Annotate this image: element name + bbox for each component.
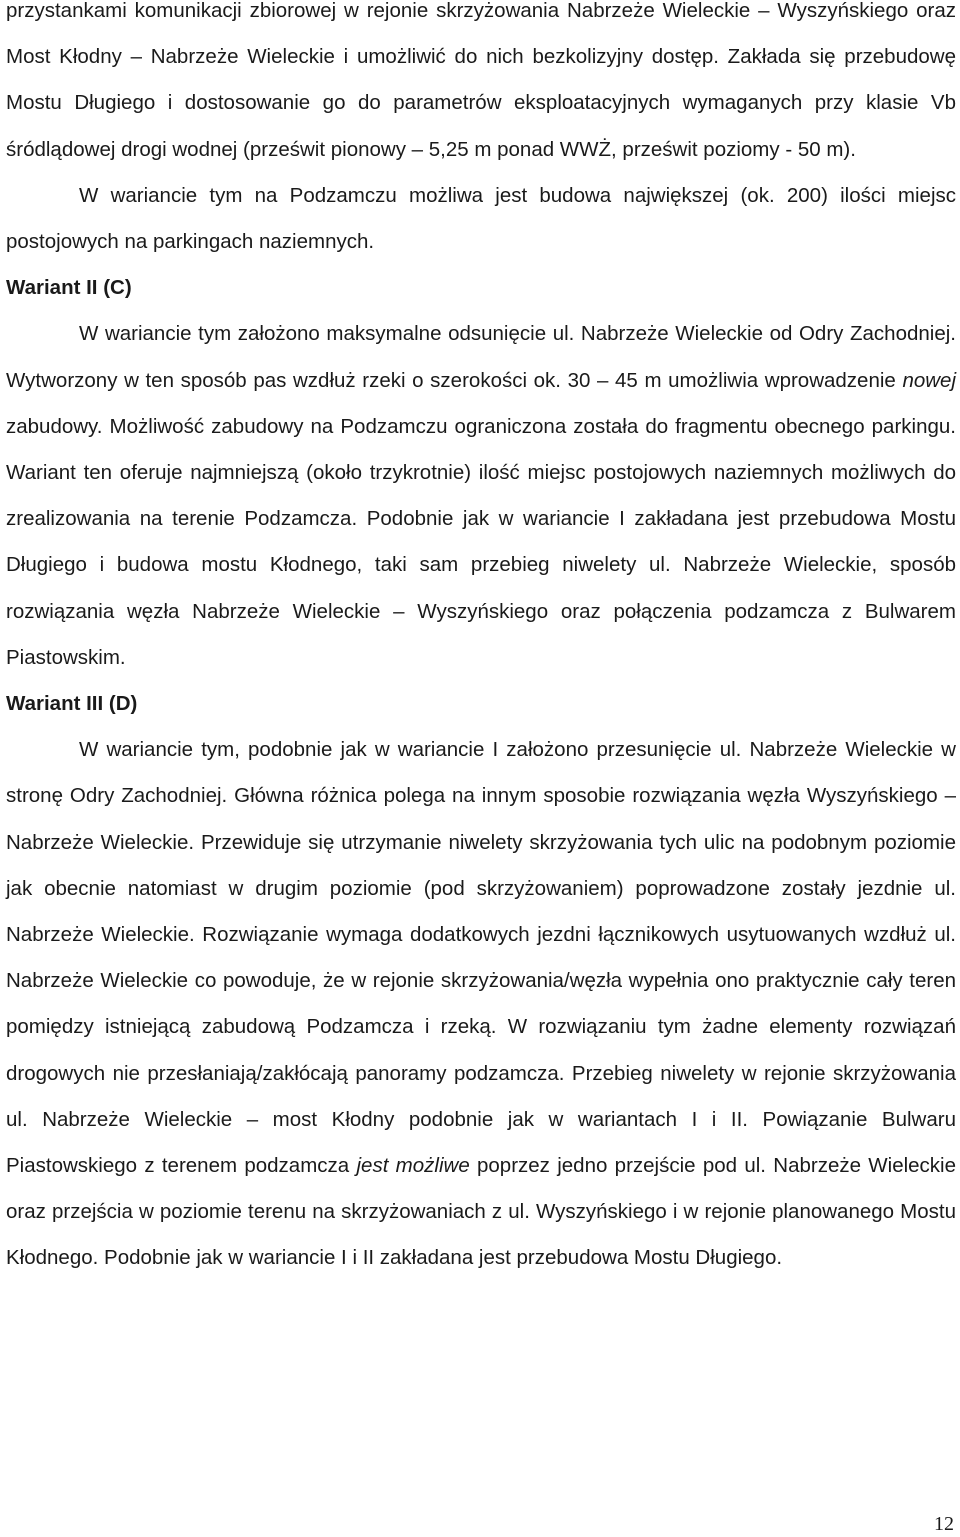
heading-variant-iii: Wariant III (D) xyxy=(6,692,138,716)
paragraph-variant-ii xyxy=(6,311,956,681)
paragraph-variant-iii-text-a: W wariancie tym, podobnie jak w wariancie I założono przesunięcie ul. Nabrzeże Wieleckie w stronę Odry Zachodniej. Główna różnica polega na innym sposobie rozwiązania węzła Wyszyńskiego – Nabrzeże Wieleckie. Przewiduje się utrzymanie niwelety skrzyżowania tych ulic na podobnym poziomie jak obecnie natomiast w drugim poziomie (pod skrzyżowaniem) poprowadzone zostały jezdnie ul. Nabrzeże Wieleckie. Rozwiązanie wymaga dodatkowych jezdni łącznikowych usytuowanych wzdłuż ul. Nabrzeże Wieleckie co powoduje, że w rejonie skrzyżowania/węzła wypełnia ono praktycznie cały teren pomiędzy istniejącą zabudową Podzamcza i rzeką. W rozwiązaniu tym żadne elementy rozwiązań drogowych nie przesłaniają/zakłócają panoramy podzamcza. Przebieg niwelety w rejonie skrzyżowania ul. Nabrzeże Wieleckie – most Kłodny podobnie jak w wariantach I i II. Powiązanie Bulwaru Piastowskiego z terenem podzamcza xyxy=(6,738,956,1178)
paragraph-variant1-parking: W wariancie tym na Podzamczu możliwa jest budowa największej (ok. 200) ilości miejsc postojowych na parkingach naziemnych. xyxy=(6,183,956,254)
page-number: 12 xyxy=(934,1513,954,1535)
heading-variant-ii: Wariant II (C) xyxy=(6,276,132,300)
paragraph-variant1-continuation: przystankami komunikacji zbiorowej w rejonie skrzyżowania Nabrzeże Wieleckie – Wyszyńskiego oraz Most Kłodny – Nabrzeże Wieleckie i umożliwić do nich bezkolizyjny dostęp. Zakłada się przebudowę Mostu Długiego i dostosowanie go do parametrów eksploatacyjnych wymaganych przy klasie Vb śródlądowej drogi wodnej (prześwit pionowy – 5,25 m ponad WWŻ, prześwit poziomy - 50 m). xyxy=(6,0,956,161)
paragraph-variant-ii-text-a: W wariancie tym założono maksymalne odsunięcie ul. Nabrzeże Wieleckie od Odry Zachodniej. Wytworzony w ten sposób pas wzdłuż rzeki o szerokości ok. 30 – 45 m umożliwia wprowadzenie xyxy=(6,322,956,392)
paragraph-variant-iii-text-b: poprzez jedno przejście pod ul. Nabrzeże Wieleckie oraz przejścia w poziomie terenu na skrzyżowaniach z ul. Wyszyńskiego i w rejonie planowanego Mostu Kłodnego. Podobnie jak w wariancie I i II zakładana jest przebudowa Mostu Długiego. xyxy=(6,1154,957,1270)
paragraph-variant-iii-emphasis: jest możliwe xyxy=(356,1154,470,1178)
document-page xyxy=(6,0,956,1282)
paragraph-variant-ii-text-b: zabudowy. Możliwość zabudowy na Podzamczu ograniczona została do fragmentu obecnego parkingu. Wariant ten oferuje najmniejszą (około trzykrotnie) ilość miejsc postojowych naziemnych możliwych do zrealizowania na terenie Podzamcza. Podobnie jak w wariancie I zakładana jest przebudowa Mostu Długiego i budowa mostu Kłodnego, taki sam przebieg niwelety ul. Nabrzeże Wieleckie, sposób rozwiązania węzła Nabrzeże Wieleckie – Wyszyńskiego oraz połączenia podzamcza z Bulwarem Piastowskim. xyxy=(6,414,956,669)
paragraph-variant-iii xyxy=(6,727,956,1281)
paragraph-variant-ii-emphasis: nowej xyxy=(902,368,956,392)
